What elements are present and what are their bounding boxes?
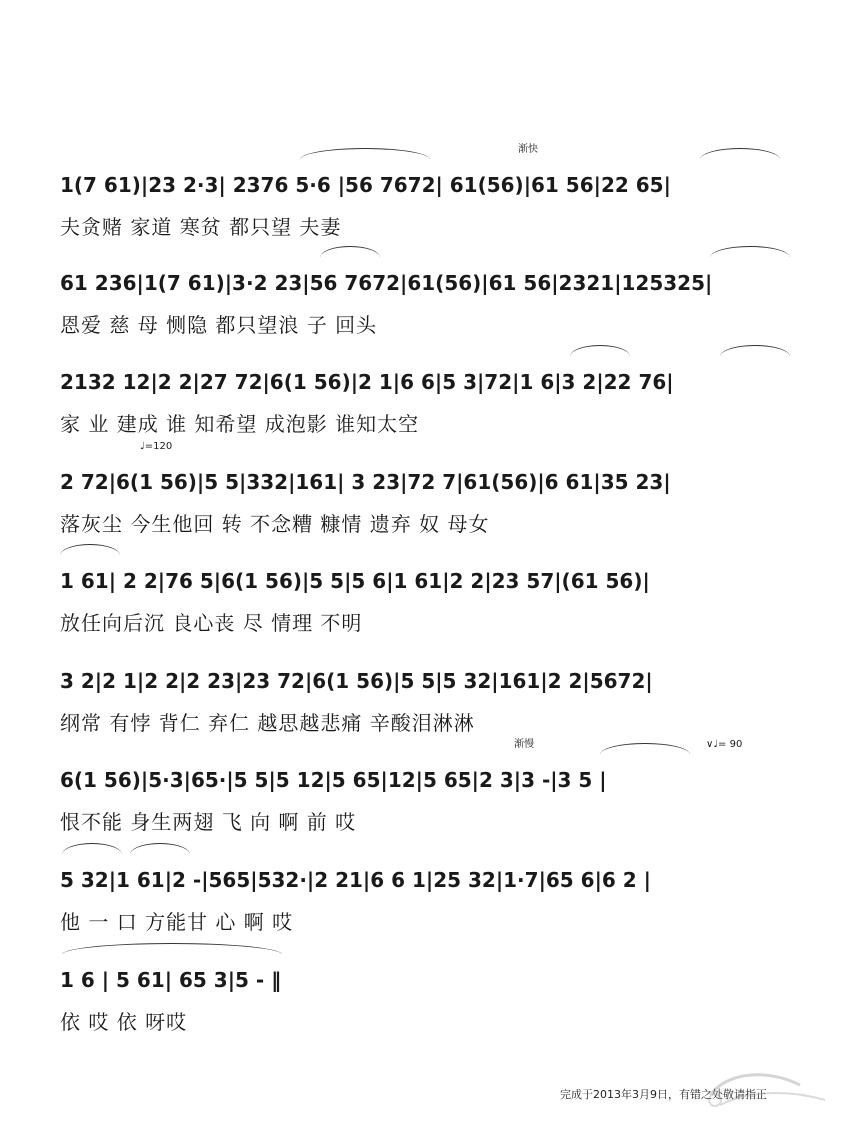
slur-arc: [62, 943, 282, 966]
notes-line: 2 72|6(1 56)|5 5|332|161| 3 23|72 7|61(56)|6 61|35 23|: [60, 470, 671, 494]
lyrics-line: 恨不能 身生两翅 飞 向 啊 前 哎: [60, 810, 357, 834]
system-5: [0, 566, 850, 664]
notes-line: 3 2|2 1|2 2|2 23|23 72|6(1 56)|5 5|5 32|161|2 2|5672|: [60, 669, 653, 693]
system-4: [0, 441, 850, 565]
notes-line: 1 61| 2 2|76 5|6(1 56)|5 5|5 6|1 61|2 2|23 57|(61 56)|: [60, 569, 650, 593]
slur-arc: [300, 148, 430, 171]
footer-note: 完成于2013年3月9日，有错之处敬请指正: [560, 1088, 767, 1101]
lyrics-line: 落灰尘 今生他回 转 不念糟 糠情 遗弃 奴 母女: [60, 512, 490, 536]
tempo-mark: ♩=120: [140, 441, 173, 452]
lyrics-line: 夫贪赌 家道 寒贫 都只望 夫妻: [60, 215, 342, 239]
notes-line: 61 236|1(7 61)|3·2 23|56 7672|61(56)|61 56|2321|125325|: [60, 271, 713, 295]
notes-line: 6(1 56)|5·3|65·|5 5|5 12|5 65|12|5 65|2 3|3 -|3 5 |: [60, 768, 607, 792]
tempo-mark: 渐慢: [514, 739, 534, 750]
slur-arc: [600, 743, 690, 766]
lyrics-line: 恩爱 慈 母 恻隐 都只望浪 子 回头: [60, 313, 378, 337]
slur-arc: [710, 246, 790, 269]
notes-line: 5 32|1 61|2 -|565|532·|2 21|6 6 1|25 32|1·7|65 6|6 2 |: [60, 868, 651, 892]
system-9: [0, 965, 850, 1063]
lyrics-line: 家 业 建成 谁 知希望 成泡影 谁知太空: [60, 412, 420, 436]
lyrics-line: 依 哎 依 呀哎: [60, 1010, 188, 1034]
system-7: [0, 739, 850, 863]
slur-arc: [60, 544, 120, 567]
system-3: [0, 367, 850, 465]
slur-arc: [62, 843, 122, 866]
slur-arc: [720, 345, 790, 368]
slur-arc: [130, 843, 190, 866]
slur-arc: [570, 345, 630, 368]
lyrics-line: 他 一 口 方能甘 心 啊 哎: [60, 910, 294, 934]
notes-line: 2132 12|2 2|27 72|6(1 56)|2 1|6 6|5 3|72|1 6|3 2|22 76|: [60, 370, 674, 394]
notes-line: 1(7 61)|23 2·3| 2376 5·6 |56 7672| 61(56)|61 56|22 65|: [60, 173, 671, 197]
tempo-mark: 渐快: [518, 144, 538, 155]
lyrics-line: 放任向后沉 良心丧 尽 情理 不明: [60, 611, 363, 635]
tempo-mark: ∨♩= 90: [706, 739, 743, 750]
watermark-logo-icon: [690, 1060, 840, 1120]
notes-line: 1 6 | 5 61| 65 3|5 - ‖: [60, 968, 282, 992]
slur-arc: [700, 148, 780, 171]
slur-arc: [320, 246, 380, 269]
lyrics-line: 纲常 有悖 背仁 弃仁 越思越悲痛 辛酸泪淋淋: [60, 711, 475, 735]
